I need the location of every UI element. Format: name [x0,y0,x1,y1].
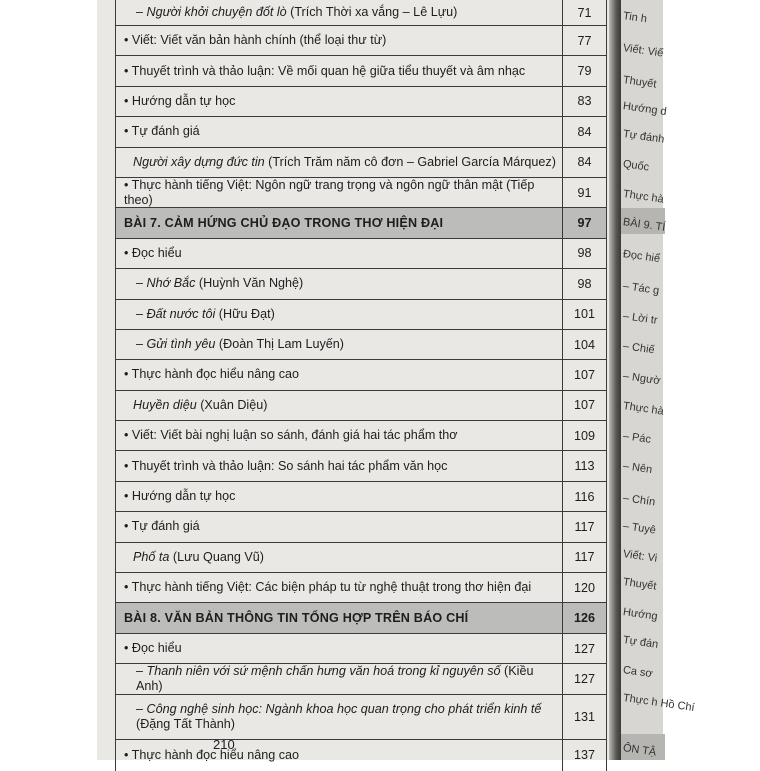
toc-page-number: 116 [574,489,595,504]
toc-page-number: 107 [573,367,595,382]
work-title: Thanh niên với sứ mệnh chấn hưng văn hoá trong kỉ nguyên số [146,663,501,678]
toc-row [116,87,606,117]
toc-page-number: 84 [577,155,592,170]
facing-page-text: ÔN TẬ [622,742,657,759]
facing-page-text: – Chiế [622,340,656,357]
toc-page-number: 107 [573,398,595,413]
work-author: (Trích Thời xa vắng – Lê Lựu) [286,5,458,19]
toc-page-number: 83 [577,94,592,109]
toc-entry-title: • Thực hành tiếng Việt: Các biện pháp tu từ nghệ thuật trong thơ hiện đại [116,573,563,602]
work-title: Nhớ Bắc [146,276,196,291]
toc-entry-title: • Hướng dẫn tự học [116,482,563,511]
facing-page-text: Thuyết [622,576,658,593]
facing-page-text: – Chín [622,492,656,509]
facing-page-text: Tin h [622,10,648,26]
facing-page-text: BÀI 9. TÍ [622,216,667,234]
toc-page-number: 98 [577,246,592,261]
toc-entry-title: • Thực hành tiếng Việt: Ngôn ngữ trang trọng và ngôn ngữ thân mật (Tiếp theo) [116,178,563,207]
toc-lesson-row [116,208,606,238]
work-author: (Lưu Quang Vũ) [169,549,264,564]
work-author: (Trích Trăm năm cô đơn – Gabriel García Márquez) [264,154,556,169]
book-gutter [609,0,621,760]
toc-entry-title: • Hướng dẫn tự học [116,87,563,116]
work-author: (Kiều Anh) [136,663,534,693]
toc-page-number: 126 [573,611,595,626]
toc-entry-title: • Thực hành đọc hiểu nâng cao [116,360,563,389]
toc-page-number: 137 [573,748,595,763]
dash-marker: – [136,5,147,19]
toc-entry-title: • Thuyết trình và thảo luận: Về mối quan hệ giữa tiểu thuyết và âm nhạc [116,56,563,85]
work-title: Gửi tình yêu [146,337,216,352]
toc-page-number: 109 [573,428,595,443]
toc-row [116,421,606,451]
facing-page-text: – Nên [622,460,653,477]
toc-page-number: 84 [577,124,592,139]
work-title: Phố ta [133,549,170,564]
work-author: (Đoàn Thị Lam Luyến) [215,337,344,352]
toc-entry-title [116,269,563,298]
work-author: (Hữu Đạt) [215,306,275,321]
toc-entry-title [116,330,563,359]
toc-entry-title [116,391,563,420]
toc-entry-title: • Viết: Viết văn bản hành chính (thể loại thư từ) [116,26,563,55]
toc-row [116,634,606,664]
facing-page-text: Ca sơ [622,664,654,681]
toc-row [116,543,606,573]
work-title: Người khởi chuyện đốt lò [146,5,287,19]
facing-page-text: – Tác g [622,280,660,298]
dash-marker: – [136,663,147,678]
toc-row [116,300,606,330]
toc-row [116,239,606,269]
toc-page-number: 101 [573,307,595,322]
facing-page-text: Thực h Hồ Chí [622,692,696,714]
facing-page-text: Đọc hiể [622,248,661,266]
toc-row [116,56,606,86]
dash-marker: – [136,701,147,716]
facing-page-text: Viết: Viế [622,42,665,60]
toc-entry-title: BÀI 8. VĂN BẢN THÔNG TIN TỔNG HỢP TRÊN BÁO CHÍ [116,603,563,632]
toc-row [116,26,606,56]
toc-lesson-row [116,603,606,633]
dash-marker: – [136,337,147,352]
toc-page-number: 113 [574,459,595,474]
toc-entry-title [116,300,563,329]
toc-page-number: 127 [573,641,595,656]
toc-page-number: 77 [577,33,592,48]
work-title: Huyền diệu [133,397,197,412]
toc-row [116,451,606,481]
toc-row [116,664,606,694]
dash-marker: – [136,306,147,321]
toc-row [116,740,606,771]
toc-page-number: 117 [574,519,595,534]
work-author: (Xuân Diệu) [196,397,268,412]
toc-page-number: 131 [573,709,595,724]
book-page [97,0,609,763]
work-title: Người xây dựng đức tin [133,154,265,169]
work-title: Đất nước tôi [146,306,216,321]
facing-page-text: – Pác [622,430,652,446]
toc-row [116,117,606,147]
toc-entry-title: • Đọc hiểu [116,634,563,663]
toc-page-number: 97 [577,216,592,231]
toc-row [116,0,606,26]
facing-page [621,0,696,760]
toc-entry-title: • Đọc hiểu [116,239,563,268]
toc-entry-title: • Thuyết trình và thảo luận: So sánh hai tác phẩm văn học [116,451,563,480]
toc-entry-title [116,664,563,693]
facing-page-text: Thực hà [622,188,665,206]
work-title: Công nghệ sinh học: Ngành khoa học quan trọng cho phát triển kinh tế [146,701,542,716]
toc-entry-title: • Viết: Viết bài nghị luận so sánh, đánh giá hai tác phẩm thơ [116,421,563,450]
toc-row [116,178,606,208]
toc-entry-title: • Tự đánh giá [116,117,563,146]
toc-row [116,512,606,542]
toc-entry-title [116,543,563,572]
facing-page-text: Hướng d [622,100,668,119]
toc-row [116,148,606,178]
facing-page-text: – Ngườ [622,370,662,388]
work-author: (Huỳnh Văn Nghệ) [195,276,304,291]
facing-page-text: Tự đánh [622,128,666,146]
toc-page-number: 127 [573,671,595,686]
toc-row [116,695,606,740]
toc-entry-title [116,0,563,25]
dash-marker: – [136,276,147,291]
toc-row [116,360,606,390]
toc-row [116,269,606,299]
facing-page-text: – Tuyê [622,520,657,537]
facing-page-text: Hướng [622,606,659,623]
facing-page-text: – Lời tr [622,310,659,327]
toc-entry-title [116,148,563,177]
work-author: (Đặng Tất Thành) [136,716,235,731]
toc-row [116,391,606,421]
toc-entry-title: • Thực hành đọc hiểu nâng cao [116,740,563,771]
toc-page-number: 79 [577,64,592,79]
toc-page-number: 71 [577,5,592,20]
facing-page-text: Tự đán [622,634,659,651]
table-of-contents [115,0,607,771]
toc-row [116,482,606,512]
page-number: 210 [213,737,235,752]
toc-page-number: 98 [577,276,592,291]
toc-row [116,330,606,360]
facing-page-text: Quốc [622,158,650,174]
toc-row [116,573,606,603]
facing-page-text: Viết: Vi [622,548,658,565]
toc-page-number: 104 [573,337,595,352]
toc-page-number: 117 [574,550,595,565]
toc-entry-title: BÀI 7. CẢM HỨNG CHỦ ĐẠO TRONG THƠ HIỆN ĐẠI [116,208,563,237]
toc-page-number: 91 [577,185,592,200]
toc-page-number: 120 [573,580,595,595]
toc-entry-title [116,695,563,739]
facing-page-text: Thực hà [622,400,665,418]
facing-page-text: Thuyết [622,74,658,91]
toc-entry-title: • Tự đánh giá [116,512,563,541]
